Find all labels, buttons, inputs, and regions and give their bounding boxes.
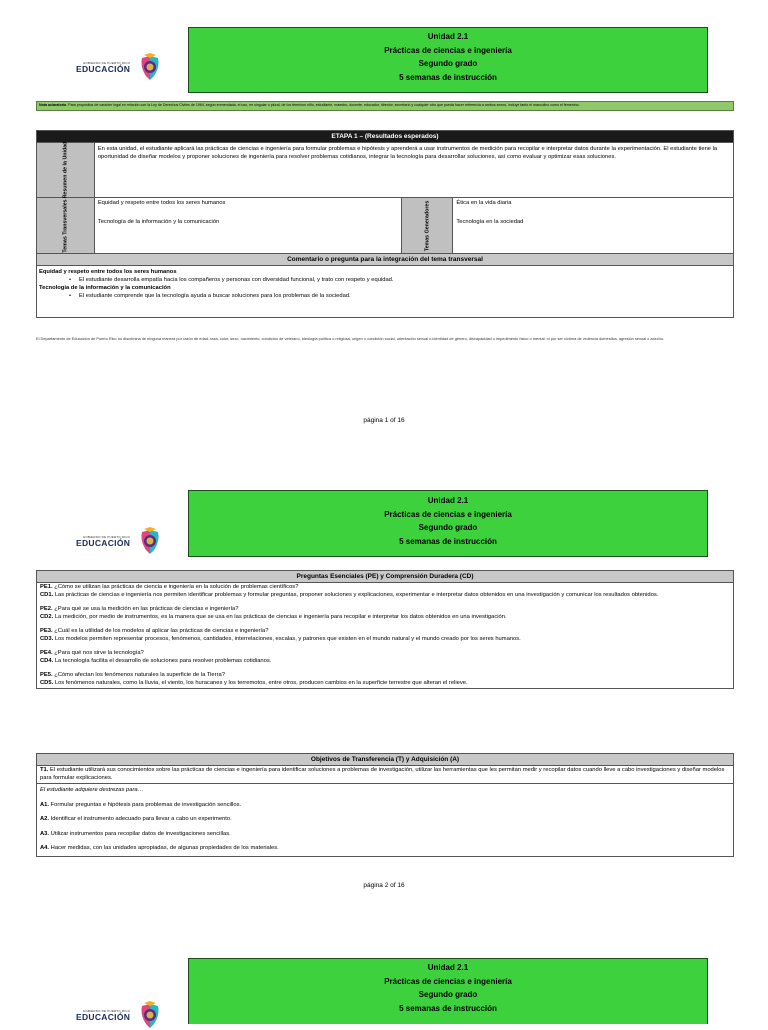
transversal-item: Tecnología de la información y la comunicación [97,219,220,225]
logo-title: EDUCACIÓN [76,537,131,548]
disclaimer: El Departamento de Educación de Puerto Rico no discrimina de ninguna manera por razón de edad, raza, color, sexo, nacimiento, condición de veterano, ideología política o religiosa, origen o condición social, orientación sexual o identidad de género, discapacidad o impedimento físico o mental; ni por ser víctima de violencia doméstica, agresión sexual o acecho. [36,336,665,341]
pe-question: ¿Cómo afectan los fenómenos naturales la superficie de la Tierra? [52,672,225,678]
a-code: A3. [40,830,50,837]
generador-item: Ética en la vida diaria [456,200,512,206]
seal-icon [138,52,162,82]
header-line-weeks: 5 semanas de instrucción [399,1003,497,1013]
comentario-tema: Equidad y respeto entre todos los seres humanos [39,269,177,275]
logo-subtitle: GOBIERNO DE PUERTO RICO [82,60,131,65]
etapa-title: ETAPA 1 – (Resultados esperados) [37,131,734,143]
page-number: página 1 of 16 [363,417,405,424]
a-text: Formular preguntas e hipótesis para problemas de investigación sencillos. [49,801,242,808]
etapa-table [36,130,734,318]
seal-icon [138,526,162,556]
unit-header [188,27,708,93]
a-code: A2. [40,816,50,822]
a-text: Hacer medidas, con las unidades apropiadas, de algunas propiedades de los materiales. [49,845,279,851]
a-code: A1. [40,801,50,808]
objetivos-block [36,753,734,857]
cd-code: CD1. [40,591,54,598]
comentario-tema: Tecnología de la información y la comunicación [39,285,171,291]
header-line-grade: Segundo grado [418,990,478,999]
generadores-label: Temas Generadores [424,200,431,251]
legal-note-text: . Para propósitos de carácter legal en relación con la Ley de Derechos Civiles de 1964, según enmendada, el uso, en singular o plural, de los términos niño, estudiante, maestro, docente, educador, director, secretario y cualquier otro que pueda hacer referencia a ambos sexos, incluye tanto el masculino como el femenino. [66,103,580,107]
header-line-unit: Unidad 2.1 [427,496,469,505]
obj-title: Objetivos de Transferencia (T) y Adquisición (A) [37,754,733,766]
legal-note-label: Nota aclaratoria [39,103,67,107]
pe-item [37,605,733,622]
pe-code: PE1. [40,584,53,590]
transversales-label: Temas Transversales [62,198,69,253]
logo [76,1000,162,1030]
acquisition-item [37,830,733,840]
acquisition-item [37,815,733,825]
pe-item [37,583,733,600]
header-line-title: Prácticas de ciencias e ingeniería [384,45,512,55]
cd-answer: Los modelos permiten representar procesos, fenómenos, cantidades, interrelaciones, escalas, y patrones que existen en el mundo natural y el mundo creado por los seres humanos. [53,635,521,642]
page-number: página 2 of 16 [363,882,405,889]
comentario-item: • El estudiante desarrolla empatía hacia los compañeros y personas con diversidad funcional, y trato con respeto y equidad. [39,276,730,284]
header-line-title: Prácticas de ciencias e ingeniería [384,976,512,986]
cd-answer: Los fenómenos naturales, como la lluvia, el viento, los huracanes y los terremotos, entre otros, producen cambios en la superficie terrestre que alteran el relieve. [53,679,468,686]
logo-subtitle: GOBIERNO DE PUERTO RICO [82,1008,131,1013]
generador-item: Tecnología en la sociedad [456,219,524,225]
header-line-unit: Unidad 2.1 [427,963,469,972]
t-text: El estudiante utilizará sus conocimientos sobre las prácticas de ciencias e ingeniería para identificar soluciones a problemas de investigación, utilizar las herramientas que les permitan medir y recopilar datos cuando lleve a cabo investigaciones y diseñar modelos para formular explicaciones. [40,767,725,781]
cd-answer: La tecnología facilita el desarrollo de soluciones para resolver problemas cotidianos. [53,657,272,664]
a-text: Utilizar instrumentos para recopilar datos de investigaciones sencillas. [49,830,231,837]
logo-subtitle: GOBIERNO DE PUERTO RICO [82,534,131,539]
comentario-cell [37,266,734,318]
pe-question: ¿Cuál es la utilidad de los modelos al aplicar las prácticas de ciencias e ingeniería? [52,628,269,634]
transversal-item: Equidad y respeto entre todos los seres humanos [97,200,226,206]
pe-code: PE2. [40,606,53,612]
header-line-unit: Unidad 2.1 [427,32,469,41]
header-line-weeks: 5 semanas de instrucción [399,536,497,546]
header-line-weeks: 5 semanas de instrucción [399,72,497,82]
transversales-cell [94,198,401,254]
unit-header [188,958,708,1024]
a-code: A4. [40,845,50,851]
generadores-cell [453,198,734,254]
resumen-label-cell [37,143,95,198]
header-line-grade: Segundo grado [418,59,478,68]
pe-question: ¿Para qué se usa la medición en las prácticas de ciencias e ingeniería? [52,606,239,612]
pe-code: PE4. [40,650,53,656]
seal-icon [138,1000,162,1030]
pe-code: PE3. [40,628,53,634]
transversales-label-cell [37,198,95,254]
cd-code: CD4. [40,657,54,664]
adquiere-intro: El estudiante adquiere destrezas para… [40,787,144,793]
transfer-objective [37,766,733,784]
cd-answer: Las prácticas de ciencias e ingeniería nos permiten identificar problemas y formular preguntas, proponer soluciones y explicaciones, experimentar e interpretar datos obtenidos en una investigación y comunicar los resultados obtenidos. [53,591,659,598]
cd-code: CD2. [40,613,54,620]
pe-code: PE5. [40,672,53,678]
a-text: Identificar el instrumento adecuado para llevar a cabo un experimento. [49,816,232,822]
unit-header [188,490,708,557]
acquisition-item [37,844,733,856]
pe-item [37,627,733,644]
preguntas-esenciales-block [36,570,734,689]
pe-item [37,671,733,688]
acquisition-item [37,801,733,811]
pe-question: ¿Para qué nos sirve la tecnología? [52,650,144,656]
resumen-label: Resumen de la Unidad [62,141,69,199]
header-line-title: Prácticas de ciencias e ingeniería [384,509,512,519]
cd-code: CD5. [40,679,54,686]
generadores-label-cell [401,198,453,254]
comentario-item: • El estudiante comprende que la tecnología ayuda a buscar soluciones para los problemas de la sociedad. [39,292,730,300]
resumen-text: En esta unidad, el estudiante aplicará las prácticas de ciencias e ingeniería para formular problemas e hipótesis y aprenderá a usar instrumentos de medición para recopilar e interpretar datos durante la experimentación. El estudiante tiene la oportunidad de diseñar modelos y proponer soluciones de ingeniería para resolver problemas cotidianos, integrar la tecnología para desarrollar soluciones, así como evaluar y optimizar esas soluciones. [94,143,733,198]
t-code: T1. [40,767,49,773]
logo-title: EDUCACIÓN [76,63,131,74]
cd-answer: La medición, por medio de instrumentos, es la manera que se usa en las prácticas de ciencias e ingeniería para recopilar e interpretar los datos obtenidos en una investigación. [53,613,507,620]
pe-title: Preguntas Esenciales (PE) y Comprensión Duradera (CD) [37,571,733,583]
logo [76,526,162,556]
comentario-title: Comentario o pregunta para la integración del tema transversal [37,254,734,266]
cd-code: CD3. [40,635,54,642]
pe-item [37,649,733,666]
legal-note [36,101,734,111]
logo-title: EDUCACIÓN [76,1011,131,1022]
header-line-grade: Segundo grado [418,523,478,532]
logo [76,52,162,82]
pe-question: ¿Cómo se utilizan las prácticas de ciencia e ingeniería en la solución de problemas científicos? [52,584,299,590]
